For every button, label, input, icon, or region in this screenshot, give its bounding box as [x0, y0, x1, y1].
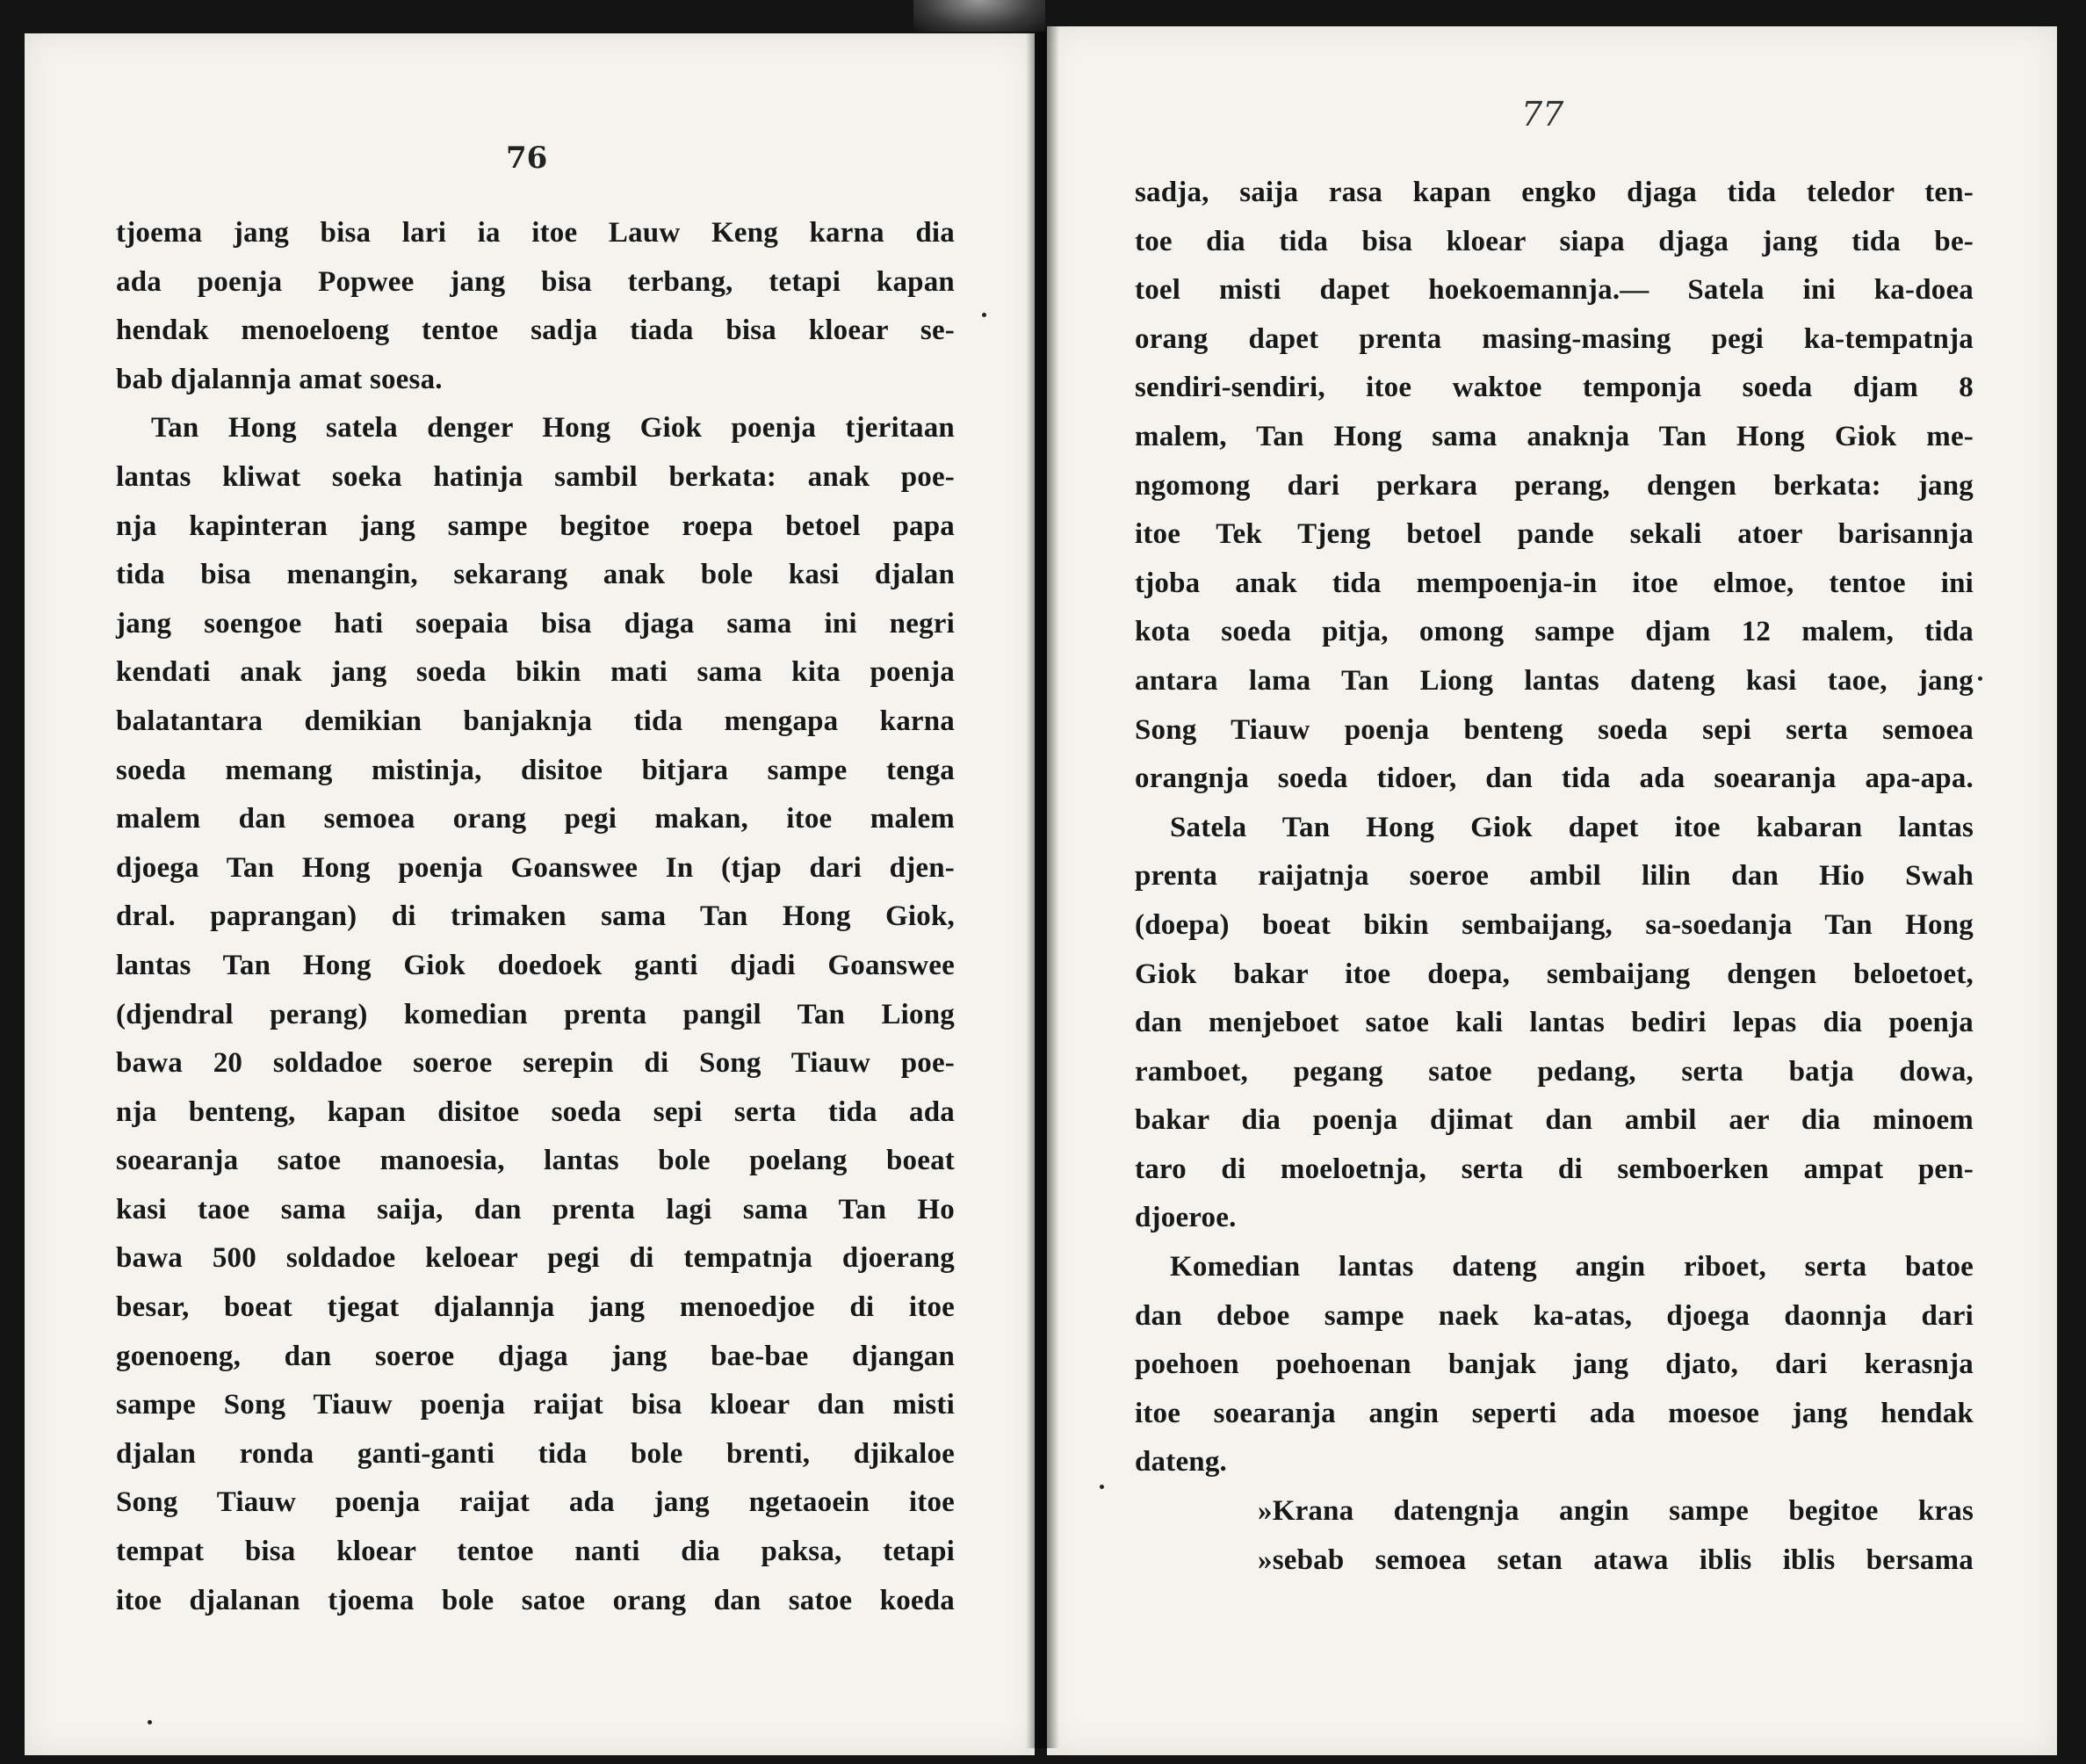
text-line: tjoema jang bisa lari ia itoe Lauw Keng karna dia	[116, 217, 955, 249]
book-gutter	[1026, 26, 1059, 1748]
text-line: »sebab semoea setan atawa iblis iblis bersama	[1258, 1544, 1974, 1576]
text-line: bawa 500 soldadoe keloear pegi di tempatnja djoerang	[116, 1242, 955, 1275]
text-line: toe dia tida bisa kloear siapa djaga jang tida be-	[1135, 225, 1974, 257]
text-line: prenta raijatnja soeroe ambil lilin dan Hio Swah	[1135, 860, 1974, 893]
text-line: balatantara demikian banjaknja tida mengapa karna	[116, 705, 955, 737]
left-page	[25, 33, 1035, 1755]
ink-speck	[1978, 676, 1982, 681]
ink-speck	[982, 313, 986, 317]
text-line: tempat bisa kloear tentoe nanti dia paksa, tetapi	[116, 1536, 955, 1568]
text-line: Satela Tan Hong Giok dapet itoe kabaran lantas	[1170, 811, 1974, 843]
text-line: bawa 20 soldadoe soeroe serepin di Song Tiauw poe-	[116, 1047, 955, 1080]
text-line: jang soengoe hati soepaia bisa djaga sama ini negri	[116, 607, 955, 640]
ink-speck	[148, 1720, 152, 1724]
text-line: Tan Hong satela denger Hong Giok poenja tjeritaan	[151, 412, 955, 445]
text-line: dan menjeboet satoe kali lantas bediri lepas dia poenja	[1135, 1007, 1974, 1039]
text-line: Song Tiauw poenja raijat ada jang ngetaoein itoe	[116, 1486, 955, 1519]
text-line: dateng.	[1135, 1446, 1227, 1478]
left-page-number: 76	[506, 141, 548, 176]
text-line: kendati anak jang soeda bikin mati sama kita poenja	[116, 656, 955, 689]
text-line: itoe djalanan tjoema bole satoe orang dan satoe koeda	[116, 1584, 955, 1616]
text-line: itoe Tek Tjeng betoel pande sekali atoer barisannja	[1135, 518, 1974, 551]
text-line: Giok bakar itoe doepa, sembaijang dengen beloetoet,	[1135, 958, 1974, 990]
text-line: nja benteng, kapan disitoe soeda sepi serta tida ada	[116, 1095, 955, 1128]
text-line: toel misti dapet hoekoemannja.— Satela ini ka-doea	[1135, 274, 1974, 307]
text-line: lantas Tan Hong Giok doedoek ganti djadi Goanswee	[116, 949, 955, 981]
text-line: sampe Song Tiauw poenja raijat bisa kloear dan misti	[116, 1389, 955, 1421]
text-line: antara lama Tan Liong lantas dateng kasi taoe, jang	[1135, 664, 1974, 697]
left-page-text	[116, 209, 955, 1625]
text-line: soeda memang mistinja, disitoe bitjara sampe tenga	[116, 754, 955, 786]
text-line: bakar dia poenja djimat dan ambil aer dia minoem	[1135, 1104, 1974, 1137]
text-line: hendak menoeloeng tentoe sadja tiada bisa kloear se-	[116, 314, 955, 347]
text-line: ngomong dari perkara perang, dengen berkata: jang	[1135, 469, 1974, 502]
text-line: Song Tiauw poenja benteng soeda sepi serta semoea	[1135, 713, 1974, 746]
text-line: malem dan semoea orang pegi makan, itoe malem	[116, 803, 955, 835]
text-line: Komedian lantas dateng angin riboet, serta batoe	[1170, 1251, 1974, 1283]
text-line: djoega Tan Hong poenja Goanswee In (tjap dari djen-	[116, 851, 955, 884]
text-line: dan deboe sampe naek ka-atas, djoega daonnja dari	[1135, 1299, 1974, 1332]
right-page-number: 77	[1521, 95, 1564, 134]
text-line: sendiri-sendiri, itoe waktoe temponja soeda djam 8	[1135, 372, 1974, 404]
text-line: sadja, saija rasa kapan engko djaga tida teledor ten-	[1135, 177, 1974, 208]
text-line: itoe soearanja angin seperti ada moesoe jang hendak	[1135, 1397, 1974, 1429]
text-line: goenoeng, dan soeroe djaga jang bae-bae djangan	[116, 1340, 955, 1372]
text-line: ada poenja Popwee jang bisa terbang, tetapi kapan	[116, 265, 955, 298]
text-line: (djendral perang) komedian prenta pangil Tan Liong	[116, 998, 955, 1030]
text-line: kota soeda pitja, omong sampe djam 12 malem, tida	[1135, 616, 1974, 648]
text-line: ramboet, pegang satoe pedang, serta batja dowa,	[1135, 1055, 1974, 1088]
text-line: lantas kliwat soeka hatinja sambil berkata: anak poe-	[116, 460, 955, 493]
text-line: »Krana datengnja angin sampe begitoe kras	[1258, 1495, 1974, 1528]
text-line: orangnja soeda tidoer, dan tida ada soearanja apa-apa.	[1135, 763, 1974, 795]
text-line: (doepa) boeat bikin sembaijang, sa-soedanja Tan Hong	[1135, 908, 1974, 941]
text-line: djoeroe.	[1135, 1202, 1237, 1234]
text-line: kasi taoe sama saija, dan prenta lagi sama Tan Ho	[116, 1193, 955, 1225]
text-line: orang dapet prenta masing-masing pegi ka-tempatnja	[1135, 322, 1974, 355]
text-line: besar, boeat tjegat djalannja jang menoedjoe di itoe	[116, 1291, 955, 1324]
text-line: tjoba anak tida mempoenja-in itoe elmoe, tentoe ini	[1135, 567, 1974, 599]
right-page	[1047, 26, 2057, 1755]
text-line: dral. paprangan) di trimaken sama Tan Hong Giok,	[116, 900, 955, 933]
text-line: bab djalannja amat soesa.	[116, 363, 443, 395]
text-line: soearanja satoe manoesia, lantas bole poelang boeat	[116, 1145, 955, 1177]
text-line: tida bisa menangin, sekarang anak bole kasi djalan	[116, 559, 955, 591]
text-line: malem, Tan Hong sama anaknja Tan Hong Giok me-	[1135, 420, 1974, 452]
ink-speck	[1100, 1485, 1104, 1489]
binding-clip	[913, 0, 1045, 32]
text-line: taro di moeloetnja, serta di semboerken ampat pen-	[1135, 1153, 1974, 1185]
text-line: poehoen poehoenan banjak jang djato, dari kerasnja	[1135, 1348, 1974, 1381]
right-page-text	[1135, 169, 1974, 1585]
text-line: nja kapinteran jang sampe begitoe roepa betoel papa	[116, 510, 955, 542]
text-line: djalan ronda ganti-ganti tida bole brenti, djikaloe	[116, 1437, 955, 1470]
